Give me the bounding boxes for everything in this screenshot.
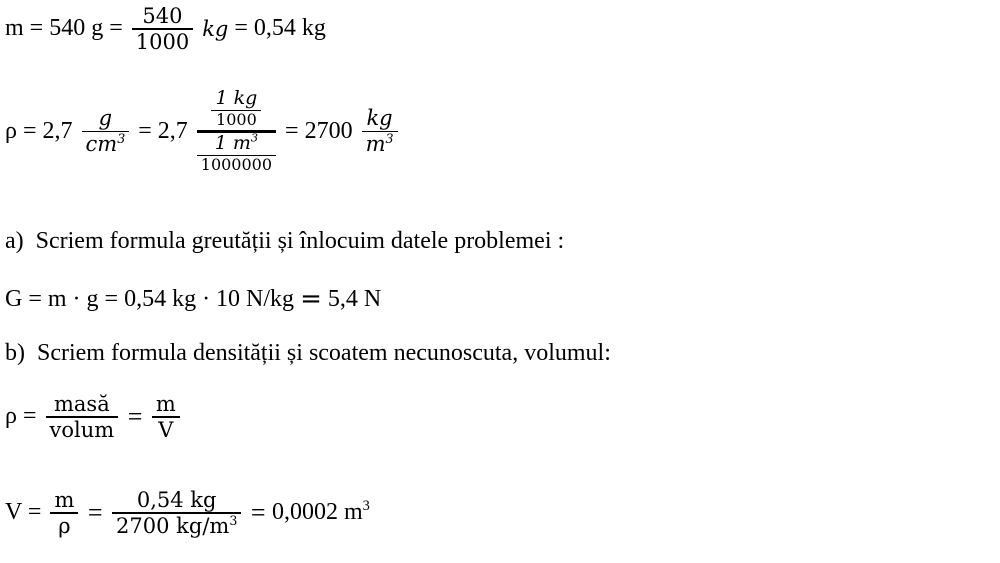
- density-mid: = 2,7: [132, 117, 194, 144]
- density-result-numerator: kg: [366, 106, 393, 131]
- m-over-v-fraction: [152, 392, 180, 442]
- numeric-volume-fraction: [112, 488, 241, 538]
- density-lhs: ρ = 2,7: [5, 117, 79, 144]
- mass-value-numerator: 0,54 kg: [136, 488, 217, 512]
- m-numerator: m: [54, 488, 75, 512]
- volume-lhs: V =: [5, 499, 48, 526]
- density-result-denominator: $m^3$: [365, 131, 394, 157]
- m-over-rho-fraction: [50, 488, 78, 538]
- mass-lhs: m = 540 g =: [5, 15, 129, 42]
- rho-eq: =: [121, 401, 149, 431]
- nested-bottom-numerator: 1 $m^3$: [214, 130, 259, 154]
- v-denominator: V: [158, 417, 174, 442]
- nested-top-fraction: [211, 88, 261, 130]
- mass-fraction-numerator: 540: [142, 4, 183, 28]
- volume-equation: [5, 488, 370, 538]
- mass-fraction: [132, 4, 193, 54]
- part-b-text: b) Scriem formula densității și scoatem necunoscuta, volumul:: [5, 340, 611, 366]
- volume-eq-2: =: [244, 497, 272, 527]
- volum-denominator: volum: [49, 417, 115, 442]
- weight-equals: =: [300, 284, 322, 314]
- masa-numerator: masă: [53, 392, 110, 416]
- density-fraction-denominator: $cm^3$: [85, 131, 126, 157]
- volume-result: 0,0002 $m^3$: [272, 498, 370, 526]
- mass-equation: [5, 4, 326, 54]
- m-numerator: m: [155, 392, 176, 416]
- weight-text-1: G = m · g = 0,54 kg · 10 N/kg: [5, 285, 301, 312]
- density-eq: = 2700: [279, 117, 359, 144]
- nested-top-numerator: 1 kg: [215, 87, 258, 109]
- nested-bottom-fraction: [197, 130, 276, 175]
- nested-top-denominator: 1000: [216, 110, 257, 130]
- density-result-fraction: [362, 106, 398, 156]
- nested-bottom-denominator: 1000000: [200, 155, 273, 175]
- part-b-heading: [5, 340, 611, 367]
- density-value-denominator: 2700 $kg/m^3$: [116, 512, 238, 538]
- weight-equation: [5, 284, 381, 314]
- rho-lhs: ρ =: [5, 403, 43, 430]
- mass-fraction-denominator: 1000: [135, 29, 190, 54]
- density-fraction-g-cm3: [82, 106, 130, 156]
- mass-rhs: = 0,54 kg: [228, 15, 326, 42]
- density-fraction-numerator: g: [98, 106, 113, 131]
- part-a-heading: [5, 228, 564, 255]
- density-equation: [5, 88, 401, 175]
- volume-eq-1: =: [81, 497, 110, 527]
- rho-formula: [5, 392, 183, 442]
- mass-over-volume-fraction: [46, 392, 119, 442]
- rho-denominator: ρ: [58, 513, 71, 538]
- weight-text-2: 5,4 N: [321, 285, 382, 312]
- part-a-text: a) Scriem formula greutății și înlocuim datele problemei :: [5, 228, 565, 254]
- nested-fraction: [197, 88, 276, 175]
- mass-unit-kg: kg: [202, 16, 229, 41]
